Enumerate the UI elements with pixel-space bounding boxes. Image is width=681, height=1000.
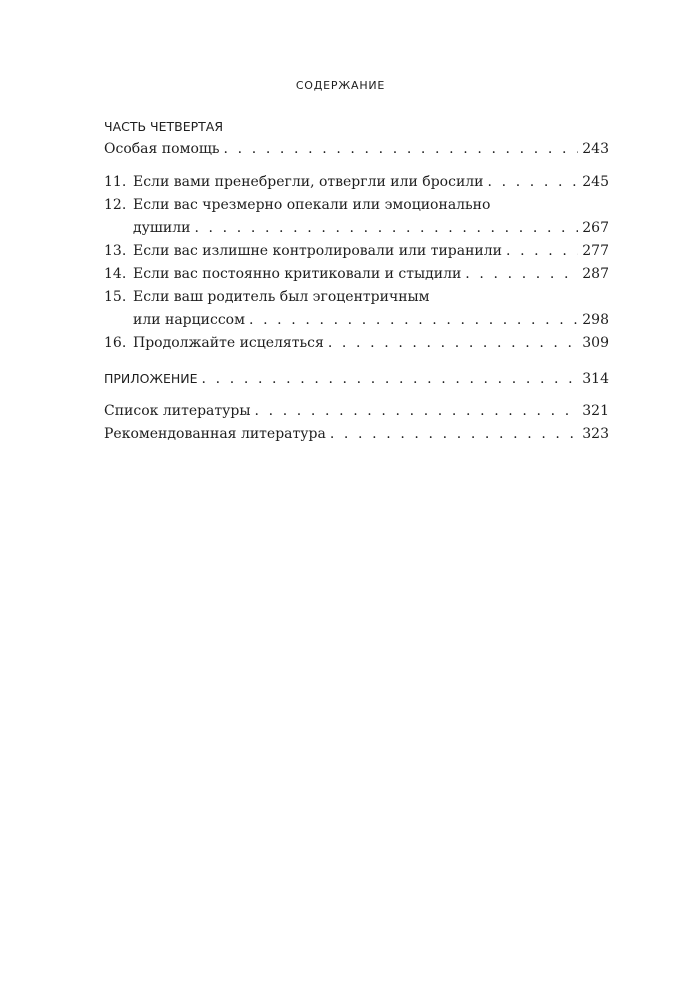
page-number: 267	[582, 220, 609, 236]
dot-leader	[465, 263, 578, 286]
running-title: СОДЕРЖАНИЕ	[295, 79, 386, 92]
dot-leader	[255, 400, 579, 423]
dot-leader	[506, 240, 578, 263]
entry-title: Рекомендованная литература	[104, 426, 326, 442]
page-number: 309	[582, 335, 609, 351]
chapter-number: 11.	[104, 174, 127, 190]
page-number: 245	[582, 174, 609, 190]
toc-entry-intro[interactable]	[104, 138, 609, 161]
toc-entry-appendix[interactable]	[104, 367, 609, 390]
dot-leader	[194, 217, 578, 240]
entry-title: Продолжайте исцеляться	[133, 335, 324, 351]
toc-entry-chapter-14[interactable]	[104, 263, 609, 286]
entry-title: Особая помощь	[104, 141, 220, 157]
chapter-number: 13.	[104, 243, 127, 259]
toc-entry-recommended-reading[interactable]	[104, 423, 609, 446]
dot-leader	[224, 138, 579, 161]
dot-leader	[328, 332, 578, 355]
page-number: 287	[582, 266, 609, 282]
chapter-number: 16.	[104, 335, 127, 351]
entry-title: Если вами пренебрегли, отвергли или бросили	[133, 174, 484, 190]
entry-title: Если вас чрезмерно опекали или эмоционально	[133, 197, 491, 213]
chapter-number: 15.	[104, 289, 127, 305]
table-of-contents	[104, 116, 609, 446]
page-number: 323	[582, 426, 609, 442]
toc-entry-chapter-11[interactable]	[104, 171, 609, 194]
entry-title: Список литературы	[104, 403, 251, 419]
entry-title: Если ваш родитель был эгоцентричным	[133, 289, 430, 305]
entry-title: ПРИЛОЖЕНИЕ	[104, 371, 198, 386]
toc-entry-chapter-15[interactable]	[104, 286, 609, 332]
entry-title-continued: или нарциссом	[133, 312, 245, 328]
dot-leader	[249, 309, 578, 332]
dot-leader	[202, 368, 579, 391]
toc-entry-chapter-12[interactable]	[104, 194, 609, 240]
entry-title: Если вас постоянно критиковали и стыдили	[133, 266, 462, 282]
toc-entry-chapter-16[interactable]	[104, 332, 609, 355]
page-number: 321	[582, 403, 609, 419]
page-number: 314	[582, 371, 609, 387]
page-number: 298	[582, 312, 609, 328]
chapter-number: 14.	[104, 266, 127, 282]
part-heading: ЧАСТЬ ЧЕТВЕРТАЯ	[104, 119, 224, 134]
page-number: 277	[582, 243, 609, 259]
dot-leader	[488, 171, 579, 194]
toc-entry-bibliography[interactable]	[104, 400, 609, 423]
page-number: 243	[582, 141, 609, 157]
toc-entry-chapter-13[interactable]	[104, 240, 609, 263]
dot-leader	[330, 423, 578, 446]
entry-title: Если вас излишне контролировали или тиранили	[133, 243, 502, 259]
chapter-number: 12.	[104, 197, 127, 213]
entry-title-continued: душили	[133, 220, 191, 236]
